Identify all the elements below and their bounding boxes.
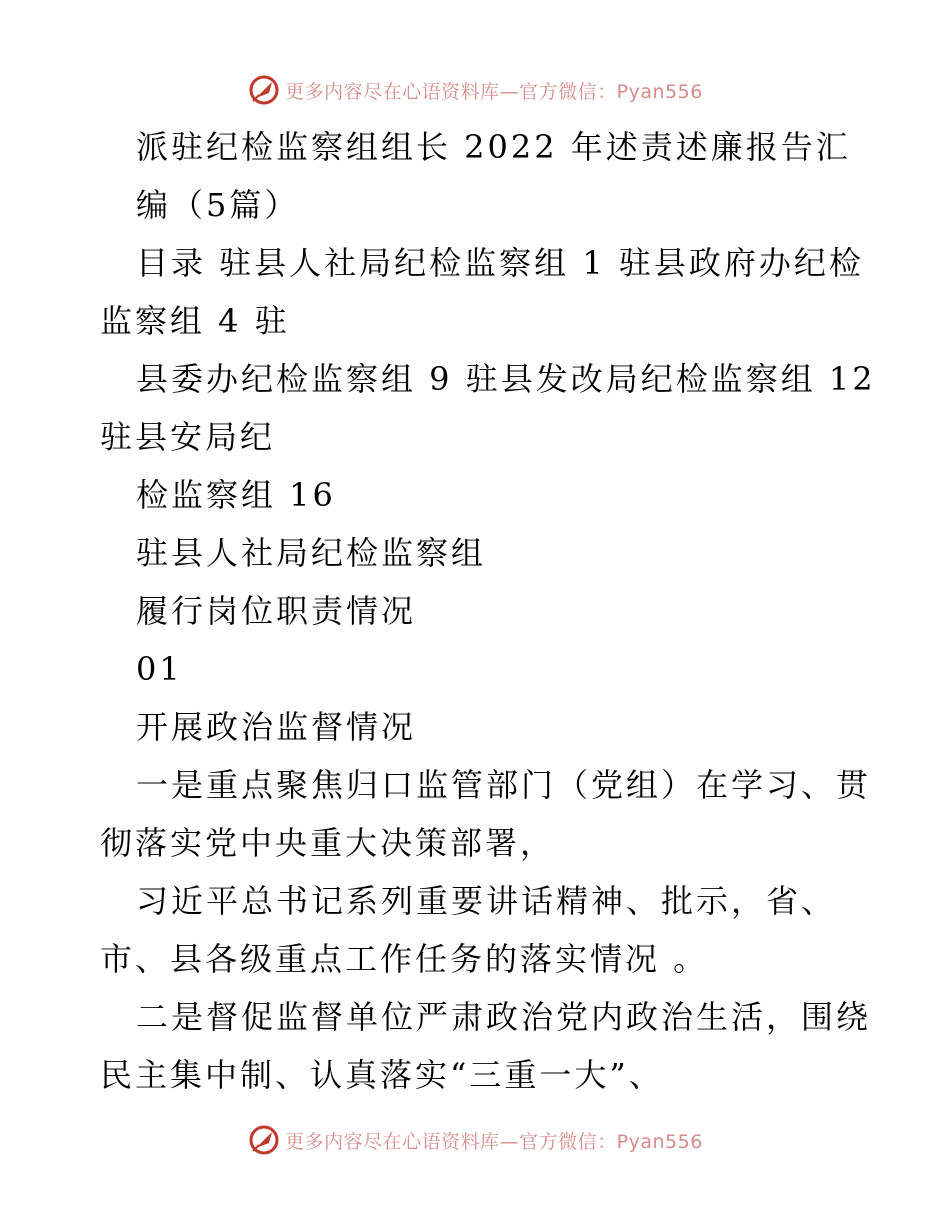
watermark-text: 更多内容尽在心语资料库—官方微信：Pyan556 [285,80,703,103]
toc-line: 县委办纪检监察组 9 驻县发改局纪检监察组 12 [136,360,876,398]
toc-line: 目录 驻县人社局纪检监察组 1 驻县政府办纪检 [136,244,864,282]
section-heading: 驻县人社局纪检监察组 [136,534,487,572]
document-body [100,118,876,1104]
watermark-footer [0,1120,950,1160]
paragraph-line: 民主集中制、认真落实“三重一大”、 [100,1056,664,1094]
paragraph-line: 彻落实党中央重大决策部署， [100,824,556,862]
paragraph-line: 习近平总书记系列重要讲话精神、批示，省、 [136,882,837,920]
section-number: 01 [136,650,183,688]
section-heading: 履行岗位职责情况 [136,592,417,630]
quill-logo-icon [247,73,281,107]
toc-line: 驻县安局纪 [100,418,276,456]
toc-line: 检监察组 16 [136,476,336,514]
paragraph-line: 二是督促监督单位严肃政治党内政治生活，围绕 [136,998,872,1036]
quill-logo-icon [247,1123,281,1157]
doc-title-line: 编（5篇） [136,186,300,224]
section-heading: 开展政治监督情况 [136,708,417,746]
paragraph-line: 一是重点聚焦归口监管部门（党组）在学习、贯 [136,766,872,804]
paragraph-line: 市、县各级重点工作任务的落实情况 。 [100,940,709,978]
doc-title-line: 派驻纪检监察组组长 2022 年述责述廉报告汇 [136,128,851,166]
watermark-text: 更多内容尽在心语资料库—官方微信：Pyan556 [285,1130,703,1153]
watermark-header [0,70,950,110]
toc-line: 监察组 4 驻 [100,302,290,340]
